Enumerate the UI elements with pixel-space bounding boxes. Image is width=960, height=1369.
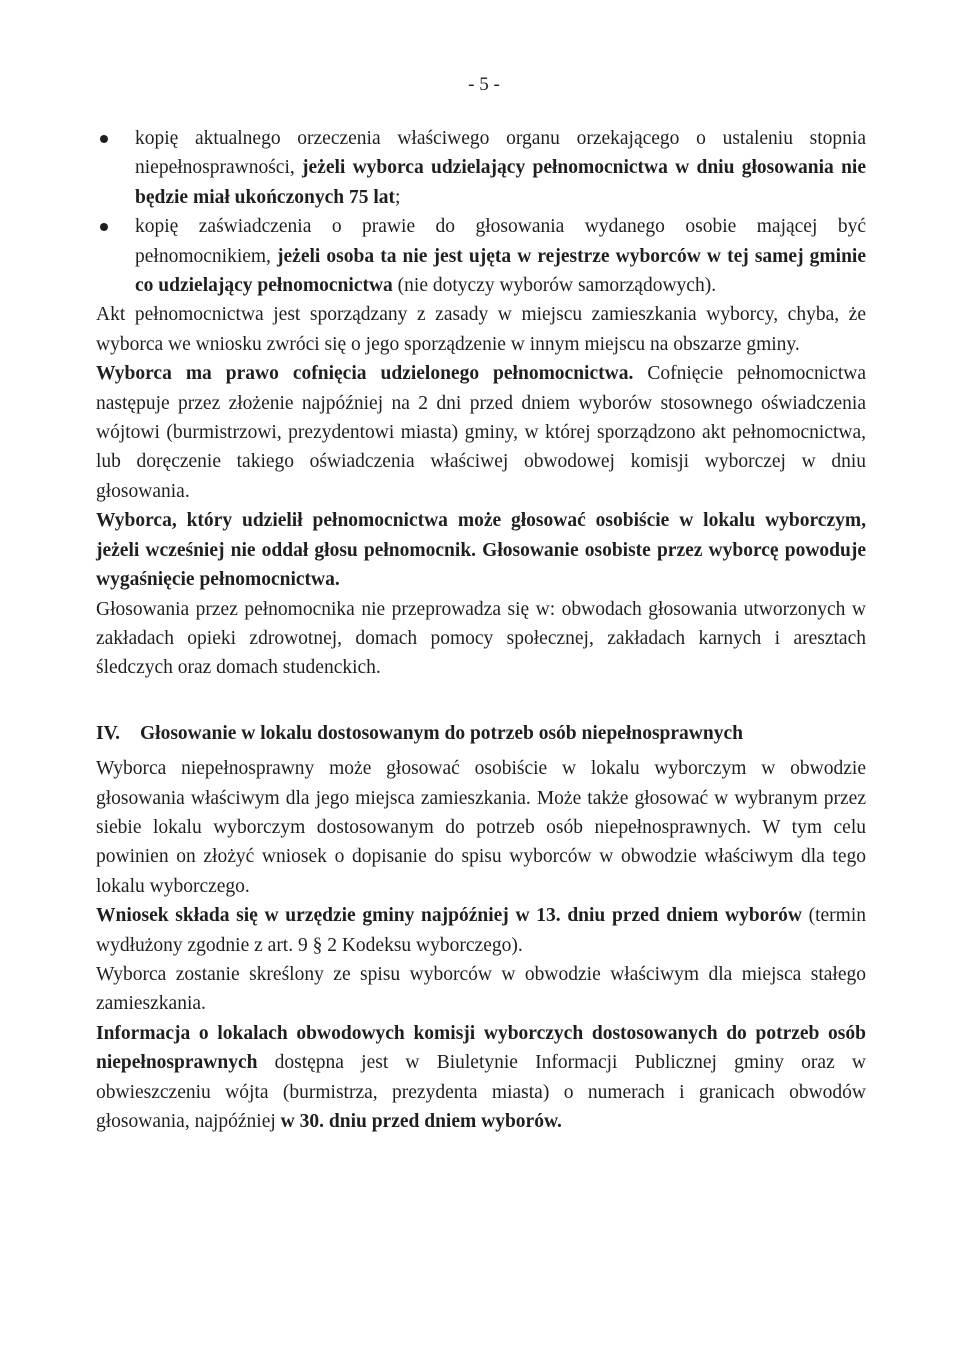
paragraph-disabled-voter: Wyborca niepełnosprawny może głosować osobiście w lokalu wyborczym w obwodzie głosowania właściwym dla jego miejsca zamieszkania. Może także głosować w wybranym przez siebie lokalu wyborczym dostosowanym do potrzeb osób niepełnosprawnych. W tym celu powinien on złożyć wniosek o dopisanie do spisu wyborców w obwodzie właściwym dla tego lokalu wyborczego. (96, 758, 866, 897)
revoke-text: Cofnięcie pełnomocnictwa następuje przez złożenie najpóźniej na 2 dni przed dniem wyborów stosownego oświadczenia wójtowi (burmistrzowi, prezydentowi miasta) gminy, w której sporządzono akt pełnomocnictwa, lub doręczenie takiego oświadczenia właściwej obwodowej komisji wyborczej w dniu głosowania. (96, 363, 866, 502)
revoke-bold-text: Wyborca ma prawo cofnięcia udzielonego pełnomocnictwa. (96, 363, 634, 385)
section-number: IV. (96, 722, 121, 744)
info-text: dostępna jest w Biuletynie Informacji Publicznej gminy oraz w obwieszczeniu wójta (burmistrza, prezydenta miasta) o numerach i granicach obwodów głosowania, najpóźniej (96, 1052, 866, 1132)
bullet-icon (100, 223, 108, 231)
section-title: Głosowanie w lokalu dostosowanym do potrzeb osób niepełnosprawnych (140, 722, 743, 744)
bullet-bold-text: jeżeli wyborca udzielający pełnomocnictwa w dniu głosowania nie będzie miał ukończonych 75 lat (135, 157, 866, 208)
paragraph-act: Akt pełnomocnictwa jest sporządzany z zasady w miejscu zamieszkania wyborcy, chyba, że wyborca we wniosku zwróci się o jego sporządzenie w innym miejscu na obszarze gminy. (96, 304, 866, 355)
bullet-text: kopię zaświadczenia o prawie do głosowania wydanego osobie mającej być pełnomocnikiem, (135, 216, 866, 267)
info-bold-deadline: w 30. dniu przed dniem wyborów. (280, 1111, 562, 1132)
deadline-bold-text: Wniosek składa się w urzędzie gminy najpóźniej w 13. dniu przed dniem wyborów (96, 905, 802, 927)
bullet-text: kopię aktualnego orzeczenia właściwego organu orzekającego o ustaleniu stopnia niepełnosprawności, (135, 128, 866, 179)
bullet-text-end: (nie dotyczy wyborów samorządowych). (392, 275, 717, 297)
list-item (96, 124, 866, 212)
document-content (96, 124, 866, 1136)
bullet-list (96, 124, 866, 300)
bullet-icon (100, 135, 108, 143)
list-item (96, 212, 866, 300)
section-heading (96, 719, 866, 748)
deadline-text: (termin wydłużony zgodnie z art. 9 § 2 Kodeksu wyborczego). (96, 905, 866, 956)
page-number: - 5 - (468, 74, 500, 95)
bullet-text-end: ; (395, 186, 401, 208)
paragraph-revoke (96, 359, 866, 506)
info-bold-text: Informacja o lokalach obwodowych komisji wyborczych dostosowanych do potrzeb osób niepełnosprawnych (96, 1022, 866, 1074)
paragraph-deadline (96, 901, 866, 960)
paragraph-personal-vote: Wyborca, który udzielił pełnomocnictwa może głosować osobiście w lokalu wyborczym, jeżeli wcześniej nie oddał głosu pełnomocnik. Głosowanie osobiste przez wyborcę powoduje wygaśnięcie pełnomocnictwa. (96, 510, 866, 591)
paragraph-removed: Wyborca zostanie skreślony ze spisu wyborców w obwodzie właściwym dla miejsca stałego zamieszkania. (96, 963, 866, 1015)
section-spacer (96, 683, 866, 719)
paragraph-info (96, 1019, 866, 1137)
paragraph-exclusions: Głosowania przez pełnomocnika nie przeprowadza się w: obwodach głosowania utworzonych w zakładach opieki zdrowotnej, domach pomocy społecznej, zakładach karnych i aresztach śledczych oraz domach studenckich. (96, 598, 866, 679)
bullet-bold-text: jeżeli osoba ta nie jest ujęta w rejestrze wyborców w tej samej gminie co udzielający pełnomocnictwa (135, 245, 866, 297)
